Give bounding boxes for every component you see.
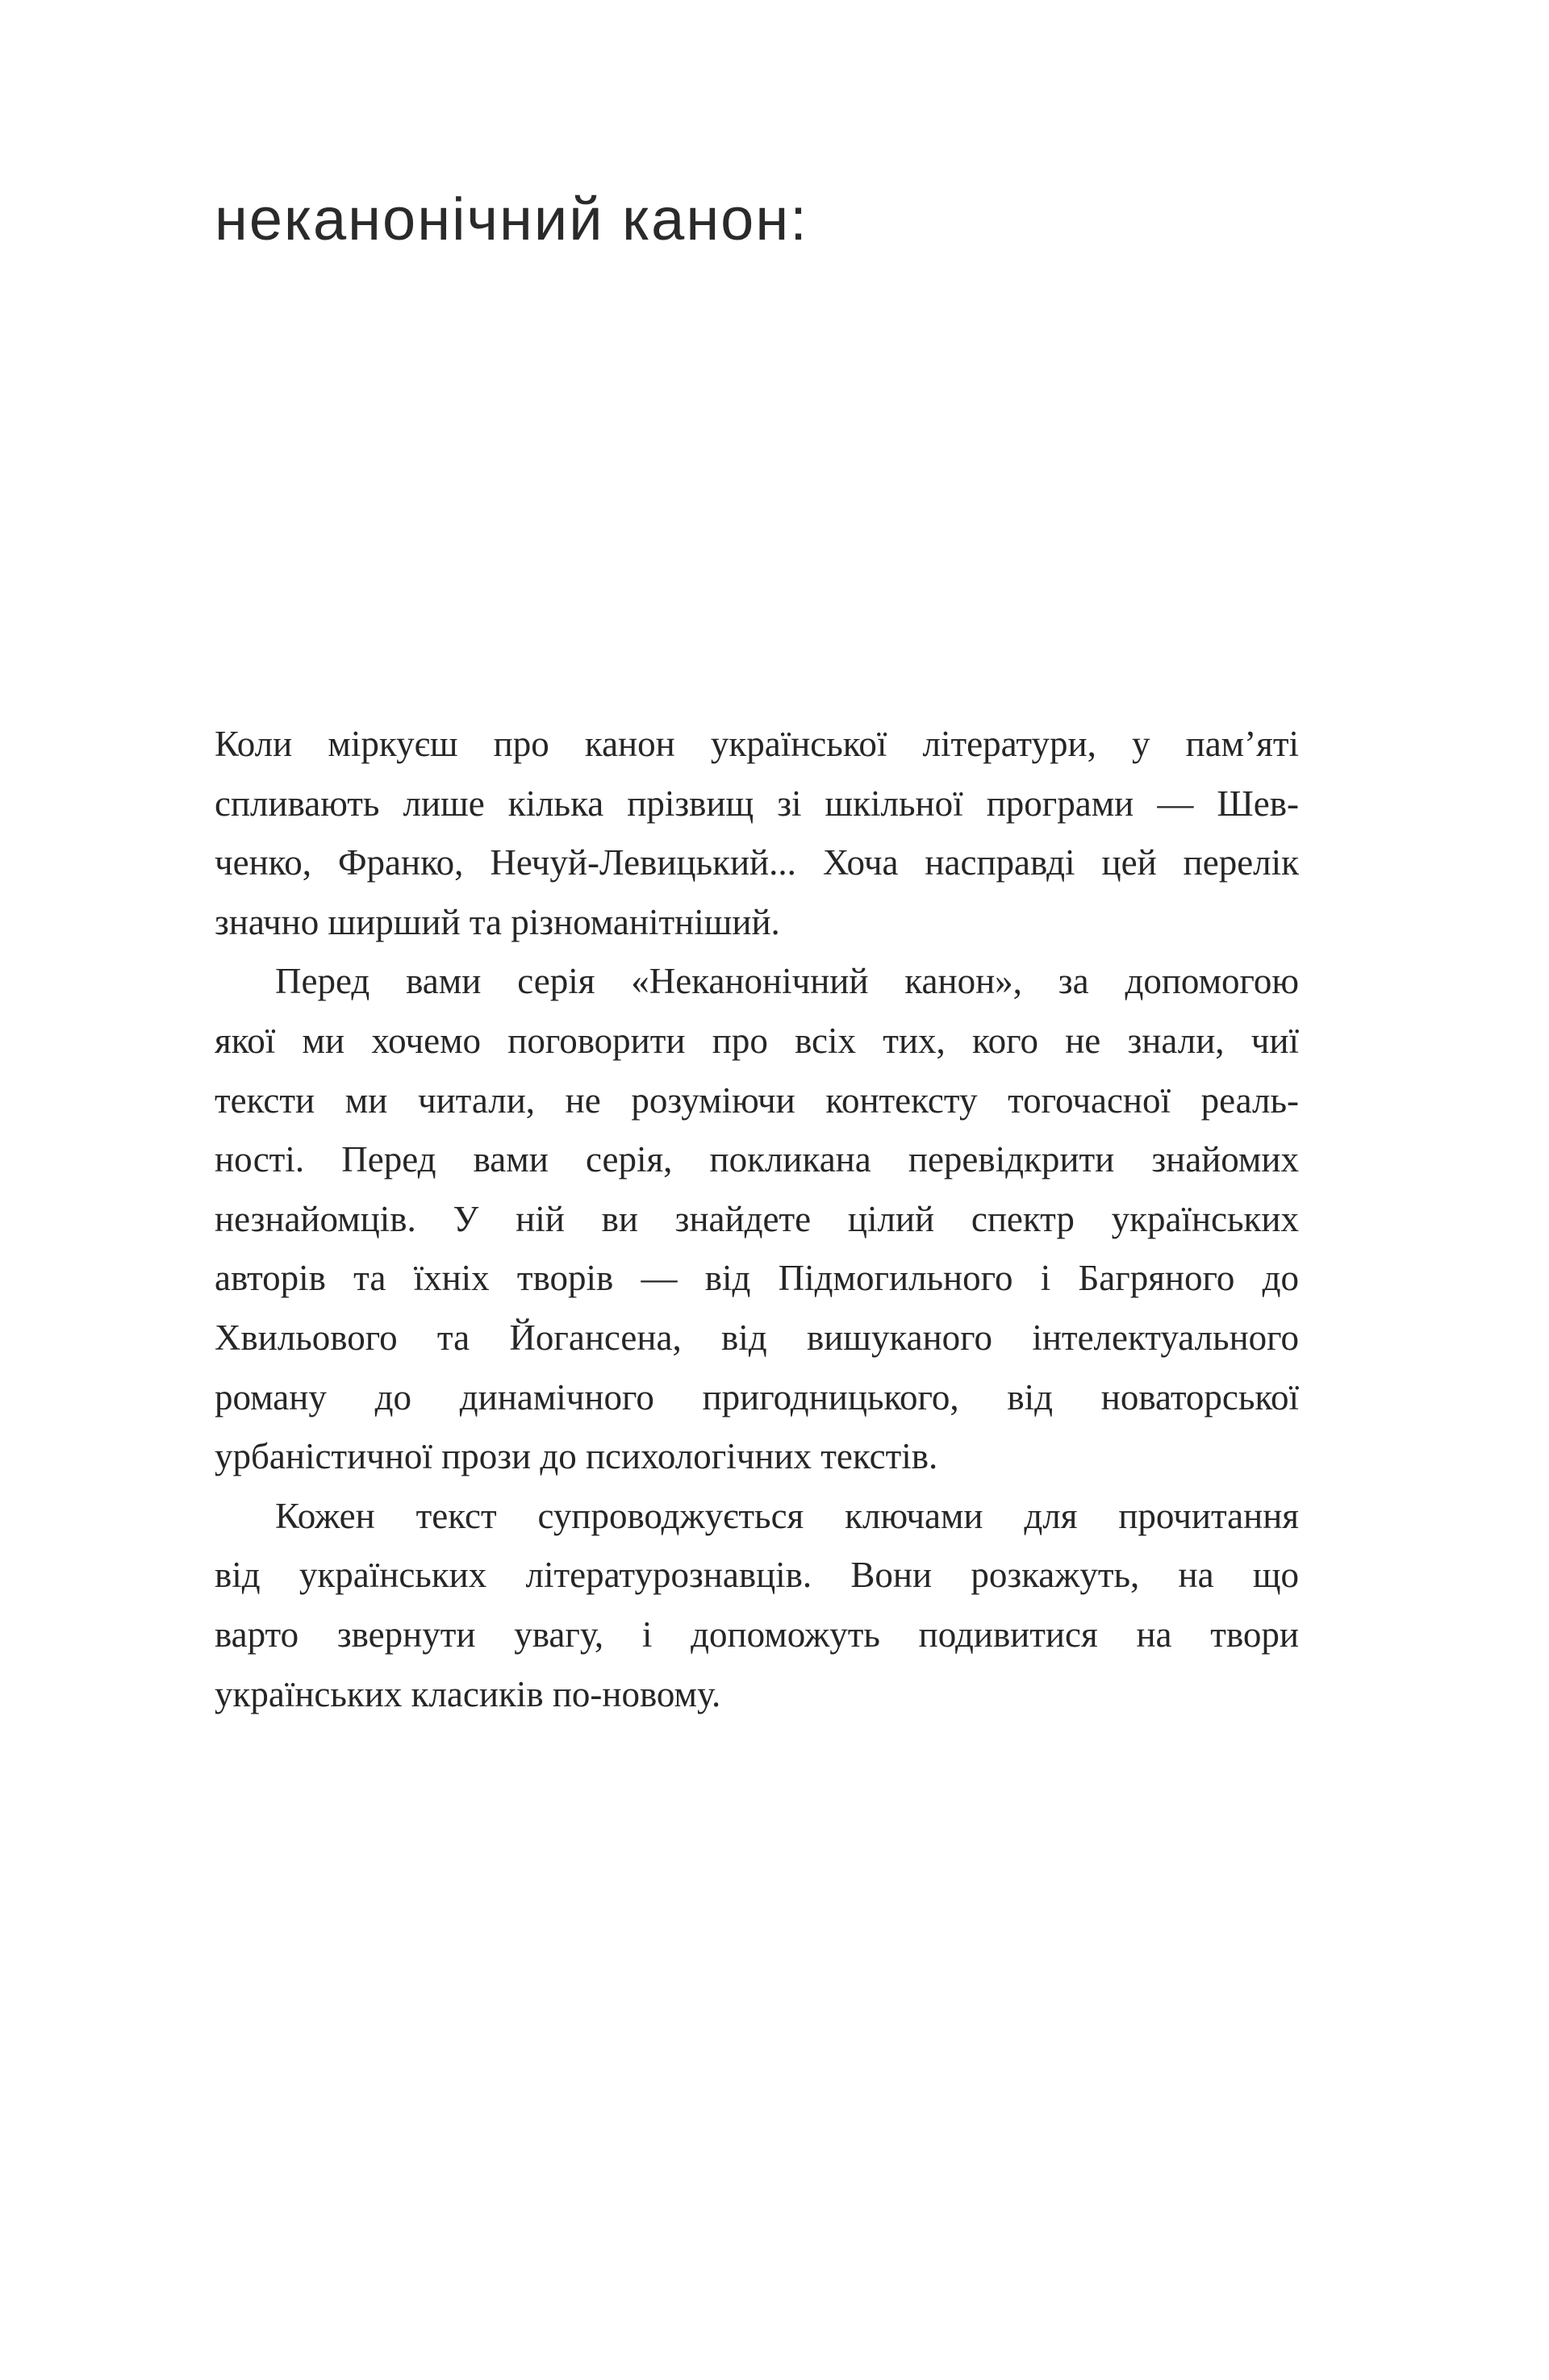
paragraph-1 xyxy=(215,715,1299,952)
text-line: спливають лише кілька прізвищ зі шкільної програми — Шев- xyxy=(215,783,1299,824)
text-line: Хвильового та Йогансена, від вишуканого інтелектуального xyxy=(215,1317,1299,1358)
page-title: неканонічний канон: xyxy=(215,186,808,253)
text-line: українських класиків по-новому. xyxy=(215,1673,721,1714)
text-line: ності. Перед вами серія, покликана перевідкрити знайомих xyxy=(215,1139,1299,1180)
text-line: роману до динамічного пригодницького, від новаторської xyxy=(215,1376,1299,1418)
text-line: авторів та їхніх творів — від Підмогильного і Багряного до xyxy=(215,1258,1299,1299)
text-line: незнайомців. У ній ви знайдете цілий спектр українських xyxy=(215,1198,1299,1239)
text-line: тексти ми читали, не розуміючи контексту тогочасної реаль- xyxy=(215,1079,1299,1121)
text-line: Кожен текст супроводжується ключами для прочитання xyxy=(275,1495,1299,1536)
text-line: якої ми хочемо поговорити про всіх тих, кого не знали, чиї xyxy=(215,1020,1299,1061)
body-text xyxy=(215,715,1299,1724)
paragraph-2 xyxy=(215,952,1299,1486)
text-line: Коли міркуєш про канон української літератури, у пам’яті xyxy=(215,724,1299,764)
paragraph-3 xyxy=(215,1487,1299,1724)
text-line: від українських літературознавців. Вони розкажуть, на що xyxy=(215,1555,1299,1596)
text-line: варто звернути увагу, і допоможуть подивитися на твори xyxy=(215,1614,1299,1655)
text-line: значно ширший та різноманітніший. xyxy=(215,901,780,942)
text-line: Перед вами серія «Неканонічний канон», за допомогою xyxy=(275,961,1299,1002)
text-line: ченко, Франко, Нечуй-Левицький... Хоча насправді цей перелік xyxy=(215,842,1299,883)
text-line: урбаністичної прози до психологічних текстів. xyxy=(215,1436,938,1477)
